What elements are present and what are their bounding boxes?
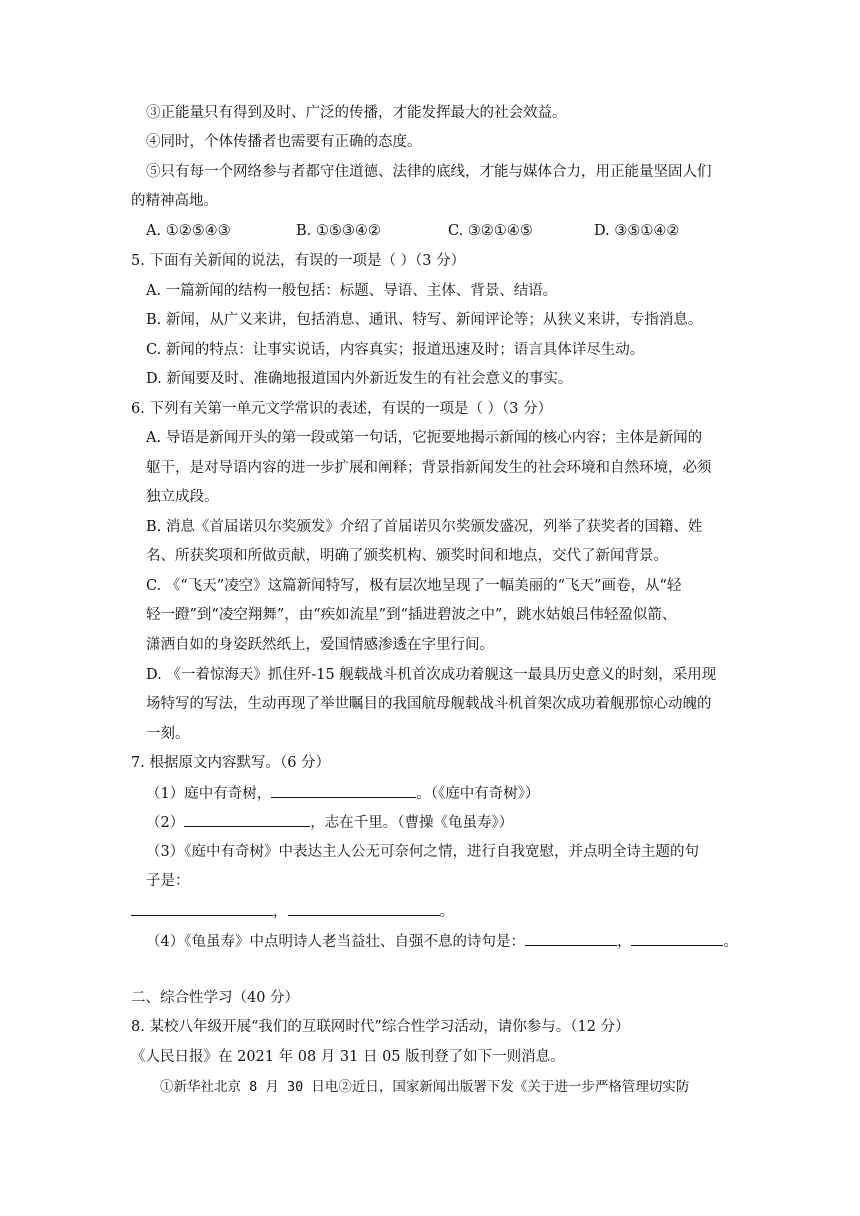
q4-sentence-5: ⑤只有每一个网络参与者都守住道德、法律的底线，才能与媒体合力，用正能量坚固人们 [146, 164, 712, 180]
q7-item-1-prefix: （1）庭中有奇树， [146, 786, 272, 802]
q7-item-4-blank-1[interactable] [525, 931, 617, 946]
q5-stem: 5. 下面有关新闻的说法，有误的一项是（ ）（3 分） [131, 253, 466, 269]
q6-option-d-line1: D. 《一着惊海天》抓住歼-15 舰载战斗机首次成功着舰这一最具历史意义的时刻，采用现 [146, 667, 717, 683]
q7-item-4 [146, 931, 738, 952]
q7-item-4-comma: ， [616, 934, 632, 950]
q4-sentence-3: ③正能量只有得到及时、广泛的传播，才能发挥最大的社会效益。 [146, 105, 567, 121]
q6-option-c-line1: C. 《“飞天”凌空》这篇新闻特写，极有层次地呈现了一幅美丽的“飞天”画卷，从“轻 [146, 578, 682, 594]
q7-item-3-answers [131, 901, 454, 922]
q7-item-3-period: 。 [439, 904, 454, 920]
q4-sentence-5-cont: 的精神高地。 [131, 193, 218, 209]
q7-item-4-prefix: （4）《龟虽寿》中点明诗人老当益壮、自强不息的诗句是： [146, 934, 525, 950]
q7-item-3-blank-1[interactable] [131, 901, 273, 916]
q6-option-d-line3: 一刻。 [146, 726, 190, 742]
q7-item-3-blank-2[interactable] [288, 901, 440, 916]
q4-options [146, 221, 679, 241]
q6-option-a-line2: 躯干，是对导语内容的进一步扩展和阐释；背景指新闻发生的社会环境和自然环境，必须 [146, 460, 712, 476]
q7-item-4-blank-2[interactable] [631, 931, 723, 946]
q4-sentence-4: ④同时，个体传播者也需要有正确的态度。 [146, 134, 422, 150]
q7-item-1 [146, 783, 539, 804]
q6-option-b-line2: 名、所获奖项和所做贡献，明确了颁奖机构、颁奖时间和地点，交代了新闻背景。 [146, 548, 668, 564]
q4-option-c: C. ③②①④⑤ [448, 223, 533, 239]
q7-item-2-suffix: ，志在千里。（曹操《龟虽寿》） [310, 815, 514, 831]
q5-option-d: D. 新闻要及时、准确地报道国内外新近发生的有社会意义的事实。 [146, 371, 573, 387]
q4-option-d: D. ③⑤①④② [594, 223, 680, 239]
section-2-heading: 二、综合性学习（40 分） [131, 990, 300, 1006]
q4-option-a: A. ①②⑤④③ [146, 223, 231, 239]
q5-option-b: B. 新闻，从广义来讲，包括消息、通讯、特写、新闻评论等；从狭义来讲，专指消息。 [146, 312, 703, 328]
q7-item-3-comma: ， [273, 904, 288, 920]
q8-intro: 《人民日报》在 2021 年 08 月 31 日 05 版刊登了如下一则消息。 [131, 1049, 565, 1065]
q5-option-c: C. 新闻的特点：让事实说话，内容真实；报道迅速及时；语言具体详尽生动。 [146, 342, 645, 358]
q7-item-2 [146, 812, 513, 833]
q6-option-a-line1: A. 导语是新闻开头的第一段或第一句话，它扼要地揭示新闻的核心内容；主体是新闻的 [146, 430, 703, 446]
q6-option-c-line2: 轻一蹬”到“凌空翔舞”，由“疾如流星”到“插进碧波之中”，跳水姑娘吕伟轻盈似箭、 [146, 607, 677, 623]
q6-option-b-line1: B. 消息《首届诺贝尔奖颁发》介绍了首届诺贝尔奖颁发盛况，列举了获奖者的国籍、姓 [146, 519, 703, 535]
q4-option-b: B. ①⑤③④② [296, 223, 381, 239]
q7-item-3-line1: （3）《庭中有奇树》中表达主人公无可奈何之情，进行自我宽慰，并点明全诗主题的句 [146, 844, 699, 860]
q7-item-3-line2: 子是： [146, 873, 190, 889]
q6-option-a-line3: 独立成段。 [146, 489, 219, 505]
q7-item-2-prefix: （2） [146, 815, 185, 831]
q8-stem: 8. 某校八年级开展“我们的互联网时代”综合性学习活动，请你参与。（12 分） [131, 1019, 630, 1035]
q6-option-c-line3: 潇洒自如的身姿跃然纸上，爱国情感渗透在字里行间。 [146, 637, 494, 653]
q7-item-4-period: 。 [723, 934, 738, 950]
q7-item-1-blank[interactable] [271, 783, 416, 798]
q7-stem: 7. 根据原文内容默写。（6 分） [131, 755, 331, 771]
q8-news-text: ①新华社北京 8 月 30 日电②近日，国家新闻出版署下发《关于进一步严格管理切实防 [160, 1079, 690, 1095]
q6-stem: 6. 下列有关第一单元文学常识的表述，有误的一项是（ ）（3 分） [131, 401, 553, 417]
q5-option-a: A. 一篇新闻的结构一般包括：标题、导语、主体、背景、结语。 [146, 283, 558, 299]
q7-item-1-suffix: 。（《庭中有奇树》） [416, 786, 540, 802]
q6-option-d-line2: 场特写的写法，生动再现了举世瞩目的我国航母舰载战斗机首架次成功着舰那惊心动魄的 [146, 696, 712, 712]
q7-item-2-blank[interactable] [184, 812, 310, 827]
